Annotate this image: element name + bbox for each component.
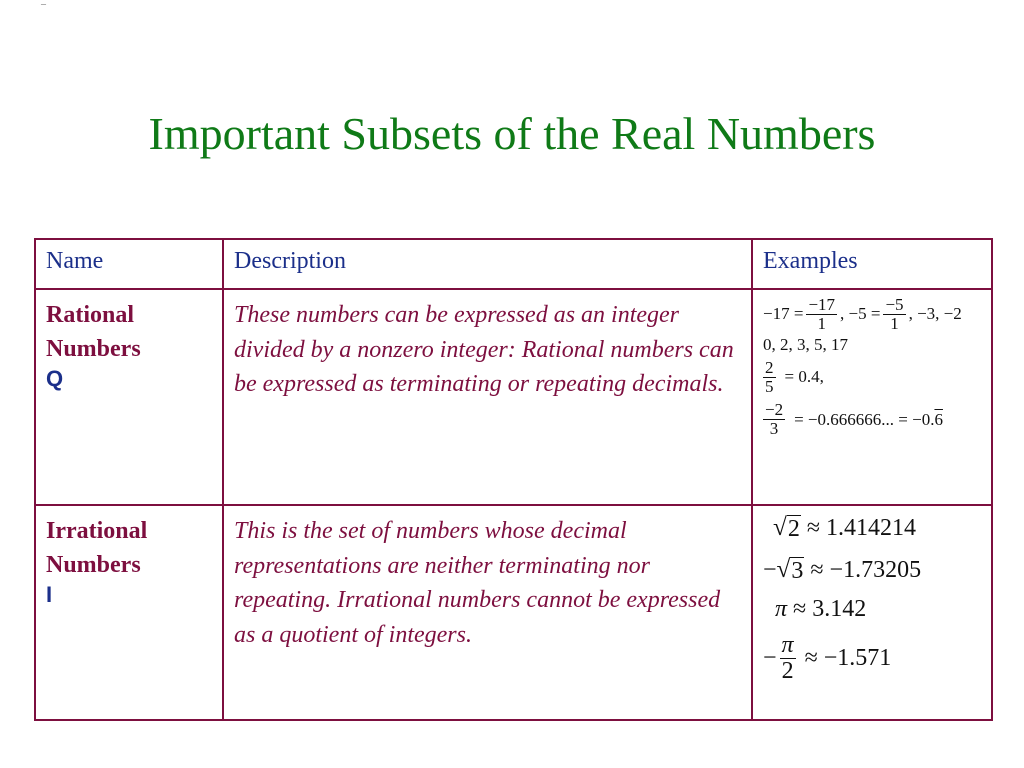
example-text: ≈ 1.414214: [806, 514, 916, 541]
set-name-line2: Numbers: [46, 552, 141, 578]
table-header-row: [35, 239, 992, 289]
subsets-table: [34, 238, 993, 721]
example-text: = −0.666666... = −0.: [794, 409, 935, 429]
examples-rational: [763, 296, 981, 438]
set-symbol: Q: [46, 366, 64, 391]
examples-irrational: [763, 514, 981, 684]
example-text: = 0.4,: [784, 367, 824, 387]
example-line-1: [773, 514, 981, 542]
fraction: [763, 401, 785, 438]
cell-name-rational: [35, 289, 223, 505]
table-row-rational: [35, 289, 992, 505]
fraction-denominator: 1: [890, 313, 899, 333]
example-line-4: [763, 401, 981, 438]
header-name: Name: [35, 239, 223, 289]
example-line-3: [763, 359, 981, 396]
example-text: −17 =: [763, 304, 804, 324]
cell-description-rational: [223, 289, 752, 505]
example-text: , −5 =: [840, 304, 881, 324]
example-text: ≈ 3.142: [793, 596, 867, 622]
table-row-irrational: [35, 505, 992, 720]
set-description: This is the set of numbers whose decimal representations are neither terminating nor repeating. Irrational numbers cannot be expressed as a quotient of integers.: [234, 518, 721, 648]
fraction: [763, 359, 776, 396]
example-line-1: [763, 296, 981, 333]
fraction-numerator: π: [781, 632, 794, 658]
set-description: These numbers can be expressed as an integer divided by a nonzero integer: Rational numbers can be expressed as terminating or repeating decimals.: [234, 302, 734, 397]
fraction-numerator: −5: [885, 295, 904, 314]
fraction: [806, 296, 837, 333]
radical-icon: √: [776, 556, 791, 583]
fraction-denominator: 2: [781, 658, 794, 685]
square-root: [777, 556, 805, 584]
set-name-line1: Irrational: [46, 518, 148, 544]
example-text: −: [763, 556, 777, 583]
example-text: ≈ −1.73205: [810, 556, 922, 583]
square-root: [773, 514, 801, 542]
fraction-denominator: 5: [765, 376, 774, 396]
example-text: , −3, −2: [908, 304, 962, 324]
set-name-line2: Numbers: [46, 336, 141, 362]
header-examples: Examples: [752, 239, 992, 289]
fraction-numerator: −2: [765, 400, 784, 420]
fraction-numerator: −17: [808, 295, 836, 314]
pi-symbol: π: [775, 596, 788, 622]
radical-icon: √: [773, 514, 787, 541]
fraction-denominator: 1: [817, 313, 826, 333]
set-name-line1: Rational: [46, 302, 135, 328]
example-line-3: [775, 596, 981, 623]
header-description: Description: [223, 239, 752, 289]
repeating-digit: 6: [934, 409, 943, 429]
radicand: 2: [787, 515, 800, 542]
set-symbol: I: [46, 582, 53, 607]
example-text: ≈ −1.571: [804, 645, 892, 672]
fraction-denominator: 3: [769, 419, 779, 439]
corner-mark: –: [41, 0, 46, 10]
example-line-2: [763, 556, 981, 584]
example-text: 0, 2, 3, 5, 17: [763, 334, 848, 354]
fraction: [780, 633, 796, 684]
fraction: [883, 296, 905, 333]
cell-name-irrational: [35, 505, 223, 720]
slide-title: Important Subsets of the Real Numbers: [148, 108, 876, 159]
example-text: −: [763, 645, 777, 672]
radicand: 3: [791, 557, 804, 584]
cell-examples-rational: [752, 289, 992, 505]
cell-examples-irrational: [752, 505, 992, 720]
cell-description-irrational: [223, 505, 752, 720]
example-line-2: [763, 335, 981, 355]
example-line-4: [763, 633, 981, 684]
fraction-numerator: 2: [765, 357, 774, 377]
